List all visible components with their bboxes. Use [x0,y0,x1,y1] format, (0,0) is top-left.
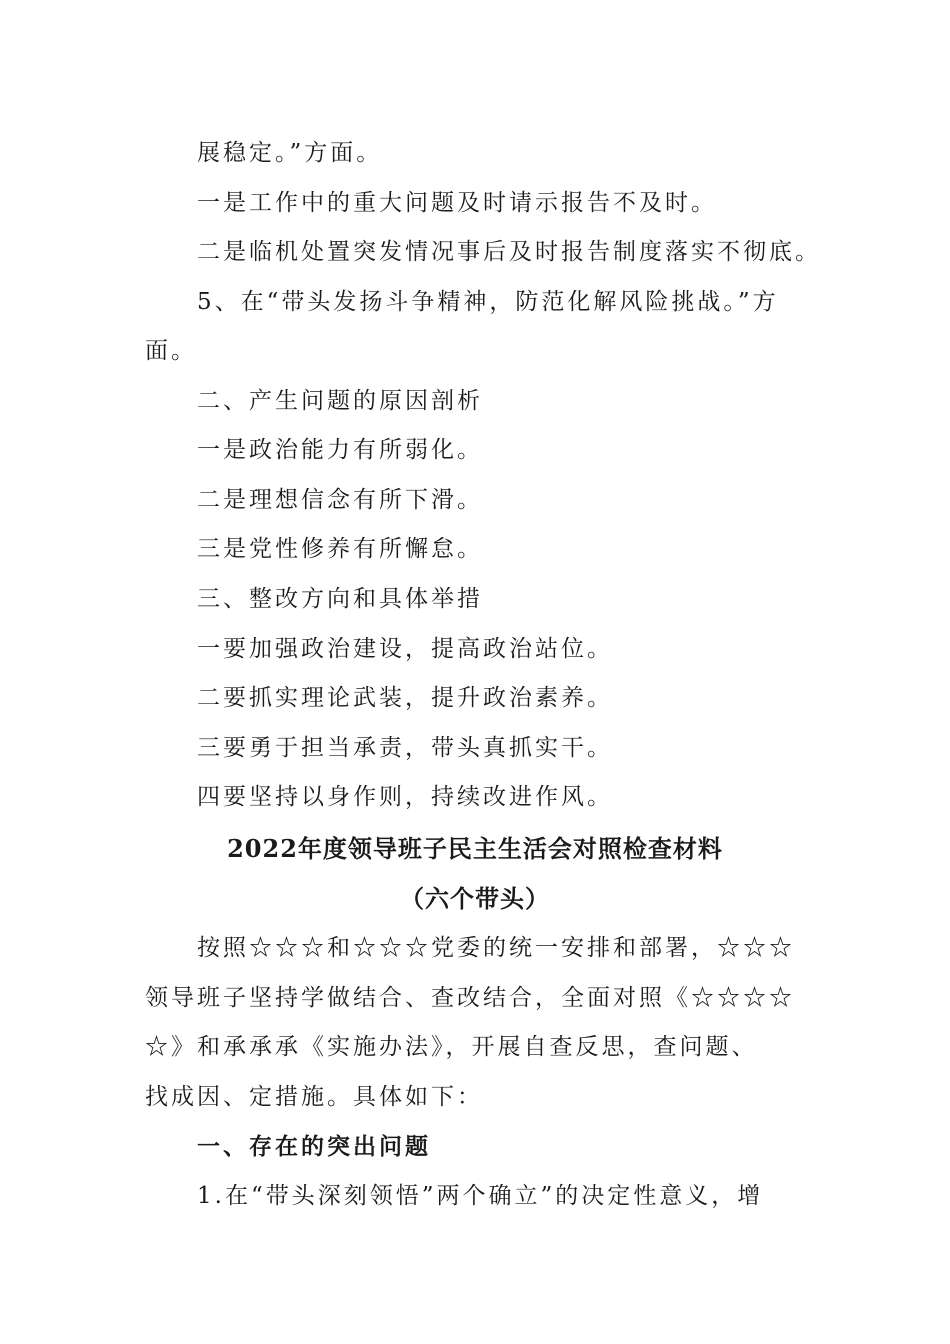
intro-line: 按照☆☆☆和☆☆☆党委的统一安排和部署，☆☆☆ [197,935,795,961]
text-line: 面。 [145,338,197,364]
intro-line: 找成因、定措施。具体如下： [145,1084,483,1110]
text-line: 5、在“带头发扬斗争精神，防范化解风险挑战。”方 [197,289,779,315]
section-heading: 三、整改方向和具体举措 [197,586,483,612]
intro-line: ☆》和承承承《实施办法》，开展自查反思，查问题、 [145,1034,758,1060]
text-line: 1.在“带头深刻领悟”两个确立”的决定性意义，增 [197,1183,764,1209]
text-line: 一是工作中的重大问题及时请示报告不及时。 [197,190,717,216]
document-title: 2022年度领导班子民主生活会对照检查材料 [227,834,723,863]
text-line: 三要勇于担当承责，带头真抓实干。 [197,735,613,761]
text-line: 二是临机处置突发情况事后及时报告制度落实不彻底。 [197,239,821,265]
section-heading: 二、产生问题的原因剖析 [197,388,483,414]
document-subtitle: （六个带头） [400,884,550,913]
section-heading-bold: 一、存在的突出问题 [197,1133,431,1160]
text-line: 三是党性修养有所懈怠。 [197,536,483,562]
text-line: 四要坚持以身作则，持续改进作风。 [197,784,613,810]
text-line: 一要加强政治建设，提高政治站位。 [197,636,613,662]
intro-line: 领导班子坚持学做结合、查改结合，全面对照《☆☆☆☆ [145,985,795,1011]
text-line: 一是政治能力有所弱化。 [197,437,483,463]
text-line: 二要抓实理论武装，提升政治素养。 [197,685,613,711]
text-line: 展稳定。”方面。 [197,140,383,166]
text-line: 二是理想信念有所下滑。 [197,487,483,513]
